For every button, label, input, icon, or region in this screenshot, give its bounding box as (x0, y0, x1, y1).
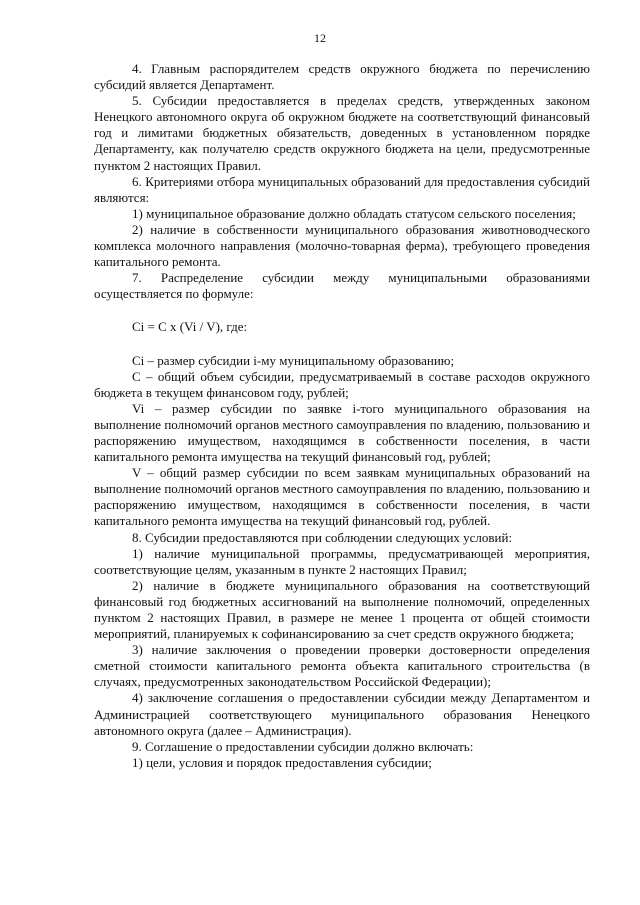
definition-vi: Vi – размер субсидии по заявке i-того муниципального образования на выполнение полномочий органов местного самоуправления по владению, пользованию и распоряжению имуществом, находящимся в собственности поселения, в части капитального ремонта имущества на текущий финансовый год, рублей; (94, 400, 590, 465)
paragraph-8-item-1: 1) наличие муниципальной программы, предусматривающей мероприятия, соответствующие целям, указанным в пункте 2 настоящих Правил; (94, 545, 590, 577)
paragraph-8-item-2: 2) наличие в бюджете муниципального образования на соответствующий финансовый год бюджетных ассигнований на выполнение полномочий, определенных пунктом 2 настоящих Правил, в размере не менее 1 процента от общей стоимости мероприятий, планируемых к софинансированию за счет средств окружного бюджета; (94, 577, 590, 642)
formula: Ci = C x (Vi / V), где: (132, 319, 248, 335)
definition-v: V – общий размер субсидии по всем заявкам муниципальных образований на выполнение полномочий органов местного самоуправления по владению, пользованию и распоряжению имуществом, находящимся в собственности поселения, в части капитального ремонта имущества на текущий финансовый год, рублей. (94, 465, 590, 529)
paragraph-4: 4. Главным распорядителем средств окружного бюджета по перечислению субсидий является Департамент. (94, 61, 590, 93)
paragraph-7: 7. Распределение субсидии между муниципальными образованиями осуществляется по формуле: (94, 270, 590, 302)
paragraph-9-item-1: 1) цели, условия и порядок предоставления субсидии; (132, 754, 432, 770)
paragraph-8: 8. Субсидии предоставляются при соблюдении следующих условий: (132, 529, 513, 545)
paragraph-8-item-4: 4) заключение соглашения о предоставлении субсидии между Департаментом и Администрацией соответствующего муниципального образования Ненецкого автономного округа (далее – Администрация). (94, 690, 590, 738)
document-body (94, 61, 590, 771)
paragraph-9: 9. Соглашение о предоставлении субсидии должно включать: (132, 738, 474, 754)
paragraph-6: 6. Критериями отбора муниципальных образований для предоставления субсидий являются: (94, 173, 590, 205)
definition-c: C – общий объем субсидии, предусматриваемый в составе расходов окружного бюджета в текущем финансовом году, рублей; (94, 368, 590, 400)
paragraph-6-item-2: 2) наличие в собственности муниципального образования животноводческого комплекса молочного направления (молочно-товарная ферма), требующего проведения капитального ремонта. (94, 221, 590, 270)
paragraph-8-item-3: 3) наличие заключения о проведении проверки достоверности определения сметной стоимости капитального ремонта объекта капитального строительства (в случаях, предусмотренных законодательством Российской Федерации); (94, 642, 590, 690)
paragraph-6-item-1: 1) муниципальное образование должно обладать статусом сельского поселения; (132, 205, 576, 221)
definition-ci: Ci – размер субсидии i-му муниципальному образованию; (132, 352, 455, 368)
page-number: 12 (314, 31, 326, 45)
paragraph-5: 5. Субсидии предоставляется в пределах средств, утвержденных законом Ненецкого автономного округа об окружном бюджете на соответствующий финансовый год и лимитами бюджетных обязательств, доведенных в установленном порядке Департаменту, как получателю средств окружного бюджета на цели, предусмотренные пунктом 2 настоящих Правил. (94, 93, 590, 173)
